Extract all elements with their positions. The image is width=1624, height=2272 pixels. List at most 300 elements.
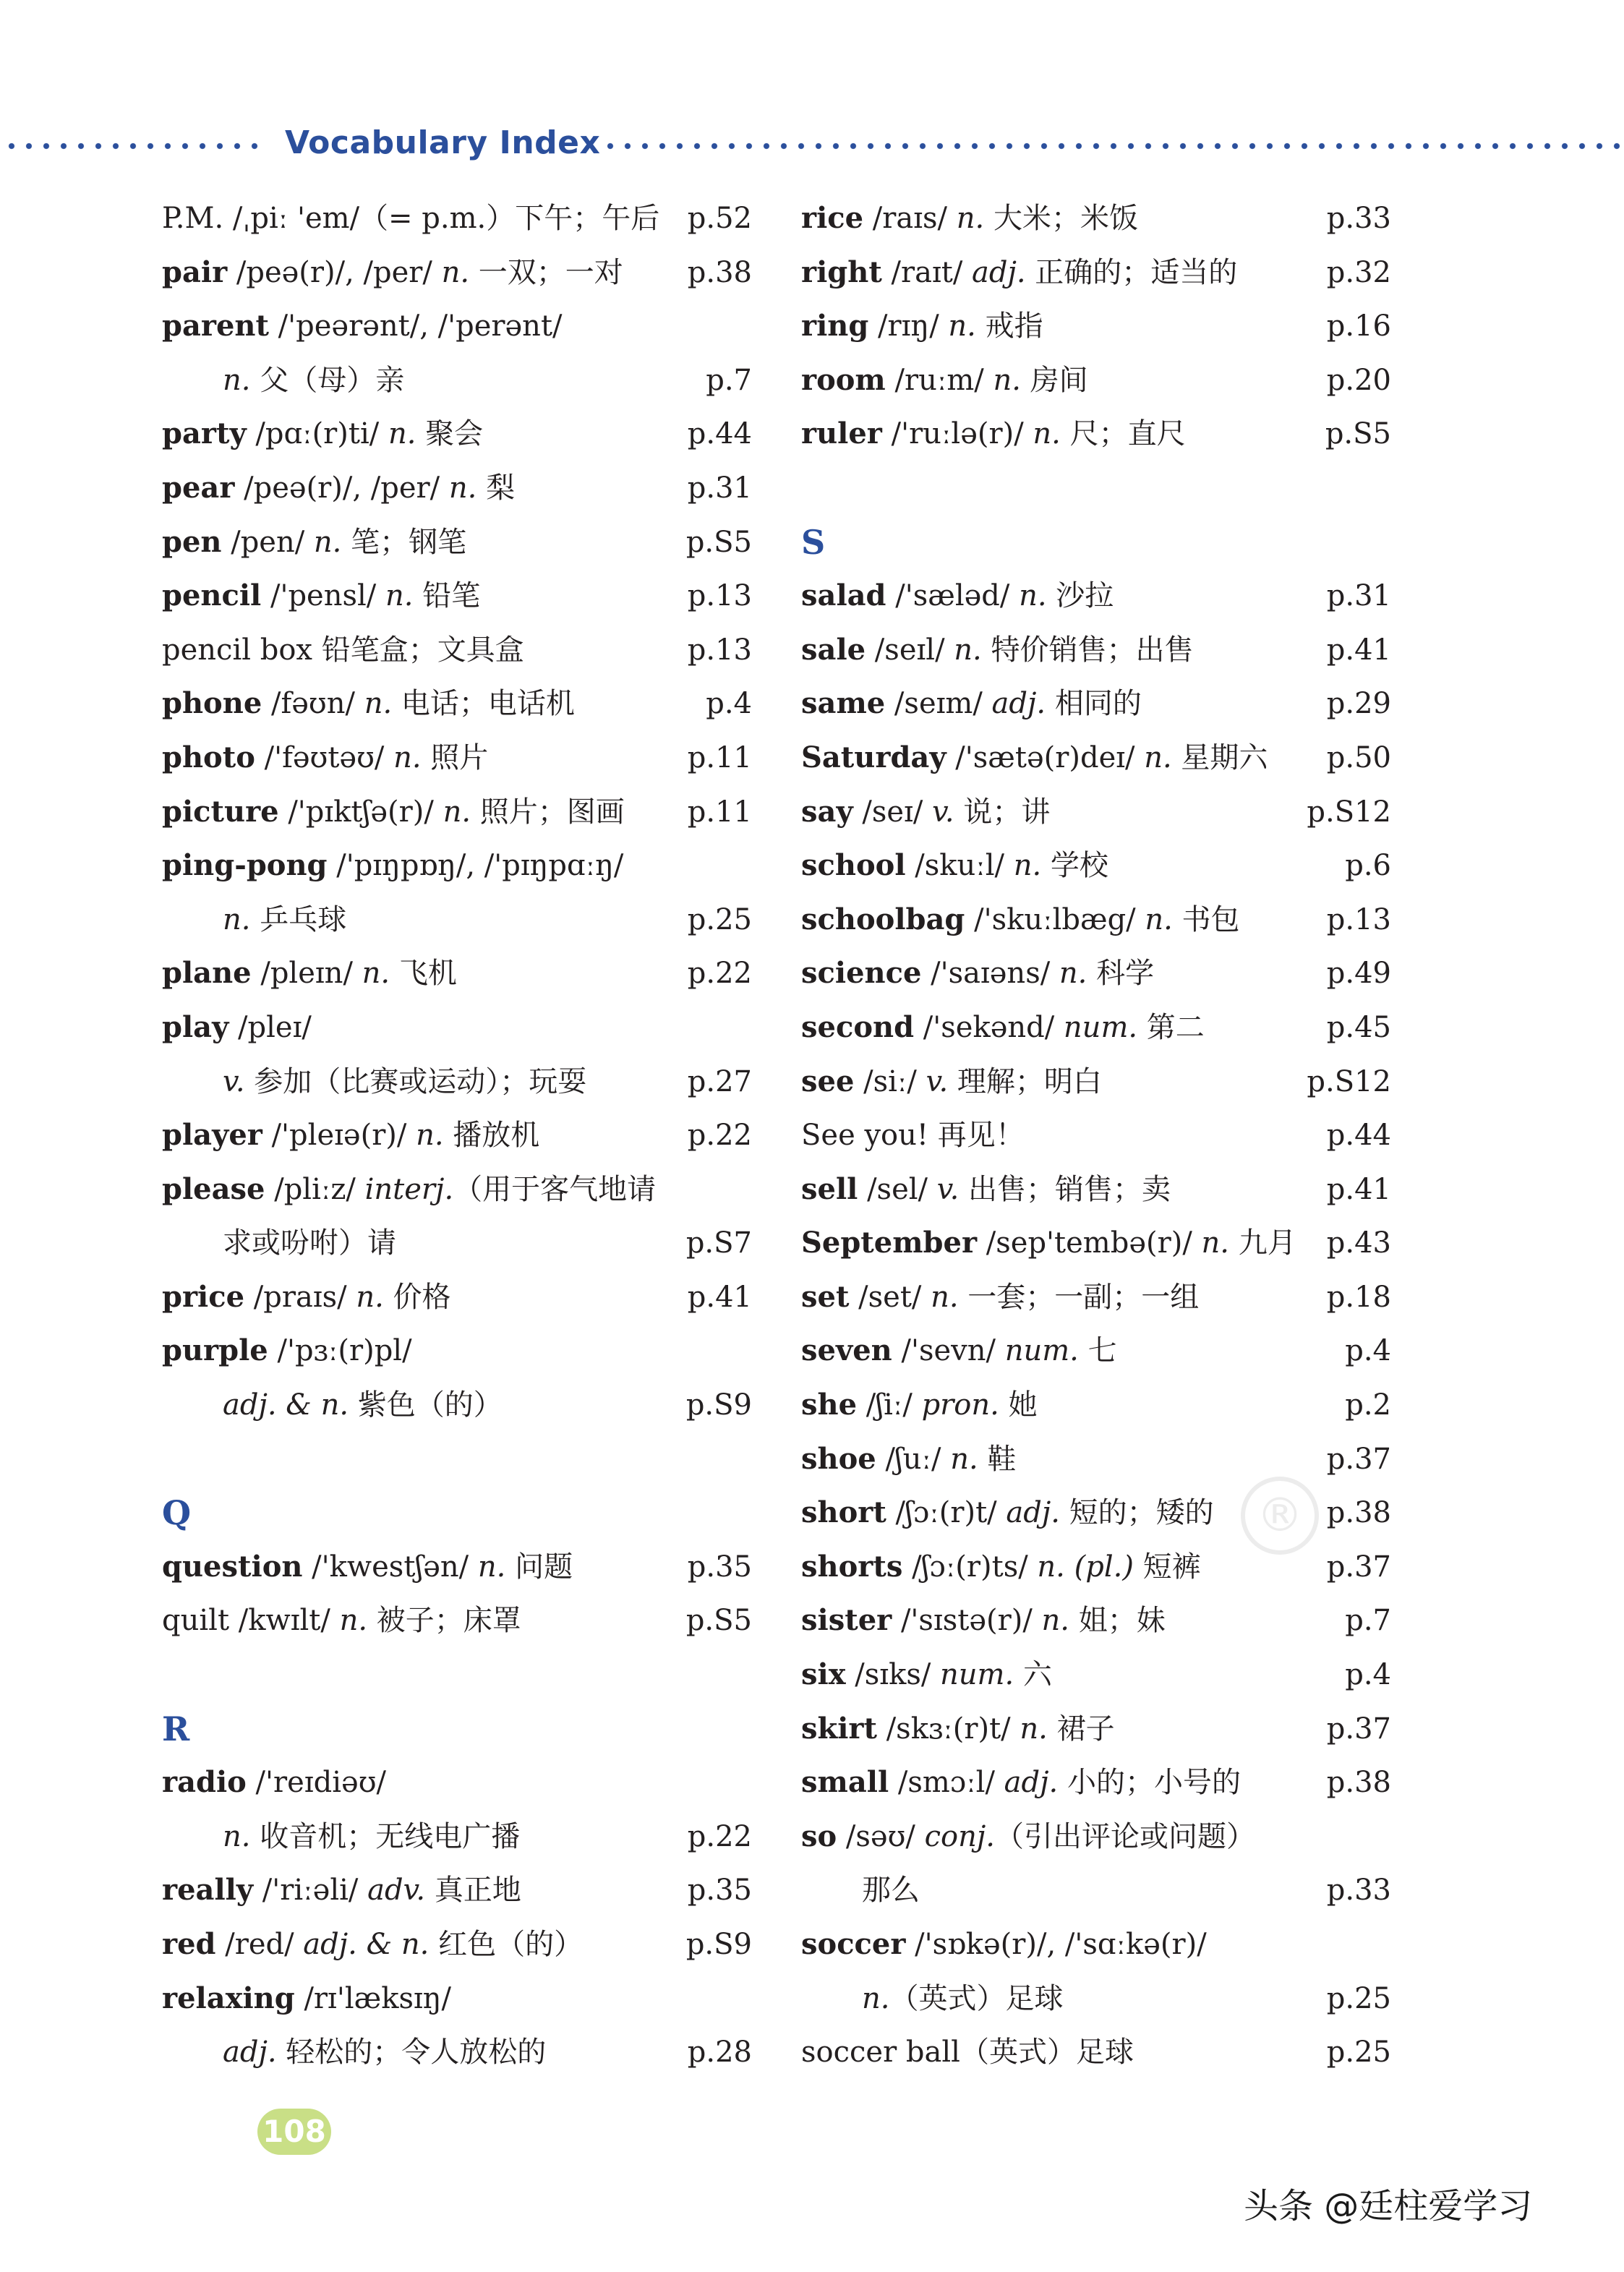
definition: 书包 [1172,902,1240,936]
entry-text [801,1918,1207,1972]
entry-text [162,569,480,623]
entry-continuation [162,1055,752,1109]
pronunciation: /'sæləd/ [886,579,1020,613]
definition: 飞机 [390,957,457,991]
pronunciation: /'sætə(r)deɪ/ [946,740,1145,774]
pronunciation: /pleɪn/ [251,957,362,991]
page-reference: p.S5 [1325,417,1391,451]
vocab-entry [801,1163,1391,1217]
part-of-speech: adj. [1004,1766,1059,1800]
page-reference: p.50 [1326,740,1391,774]
letter-heading: S [801,522,826,562]
entry-continuation [162,354,752,408]
headword: sale [801,632,866,667]
entry-text [801,299,1043,354]
headword: photo [162,740,255,774]
page-reference: p.S5 [685,1604,752,1638]
part-of-speech: n. [1145,902,1173,936]
definition: （用于客气地请 [453,1172,657,1206]
part-of-speech: adj. [972,255,1026,289]
pronunciation: /'saɪəns/ [921,957,1059,991]
part-of-speech: num. [1004,1334,1079,1368]
vocab-entry [801,1702,1391,1756]
definition: （英式）足球 [889,1981,1064,2015]
definition: 戒指 [975,309,1043,343]
page-reference: p.4 [706,687,752,721]
entry-text [801,407,1186,461]
pronunciation: /ruːm/ [885,363,993,397]
headword: plane [162,956,252,991]
headword: science [801,956,922,991]
pronunciation: /ʃiː/ [857,1388,922,1422]
part-of-speech: n. [1033,417,1061,451]
page-reference: p.44 [687,417,752,451]
entry-continuation [162,1378,752,1432]
entry-text [162,461,515,516]
part-of-speech: conj. [924,1819,995,1853]
pronunciation: /rɪŋ/ [868,309,949,343]
vocab-entry [801,677,1391,731]
pronunciation: /set/ [849,1280,931,1314]
entry-text [801,192,1138,246]
vocab-entry [162,299,752,354]
entry-text [162,1594,521,1648]
headword: P.M. [162,202,224,235]
page-reference: p.41 [1326,1172,1391,1206]
entry-text [162,1756,386,1810]
pronunciation: （英式）足球 [960,2036,1134,2070]
pronunciation: /'riːəli/ [253,1874,368,1908]
page-reference: p.38 [1326,1496,1391,1530]
pronunciation: /smɔːl/ [889,1766,1004,1800]
page-reference: p.43 [1326,1226,1391,1260]
entry-text [223,1055,586,1109]
pronunciation: /'skuːlbæg/ [965,902,1145,936]
entry-text [801,1163,1171,1217]
vocab-entry [801,893,1391,947]
page-reference: p.S9 [685,1928,752,1961]
part-of-speech: pron. [921,1388,999,1422]
definition: 沙拉 [1046,579,1114,613]
definition: 参加（比赛或运动）；玩耍 [244,1064,587,1098]
vocab-entry [162,1109,752,1163]
page-reference: p.20 [1326,363,1391,397]
headword: see [801,1064,855,1098]
definition: 相同的 [1046,687,1142,721]
part-of-speech: adj. [223,2036,277,2070]
page-reference: p.29 [1326,687,1391,721]
vocab-entry [801,947,1391,1001]
entry-text [162,1863,521,1918]
definition: 九月 [1229,1226,1296,1260]
headword: school [801,848,906,883]
entry-text [223,354,404,408]
page-reference: p.35 [687,1874,752,1908]
part-of-speech: n. [441,255,470,289]
definition: 鞋 [978,1442,1017,1476]
page-reference: p.2 [1345,1388,1391,1422]
entry-text [162,1918,583,1972]
entry-text [162,947,457,1001]
headword: shorts [801,1549,903,1584]
registered-mark: ® [1241,1477,1319,1555]
entry-text [162,192,659,246]
page-reference: p.41 [1326,633,1391,667]
entry-text [801,1810,1255,1864]
entry-text [162,785,625,840]
entry-text [801,839,1108,893]
letter-heading-row [801,516,1391,570]
headword: shoe [801,1441,876,1476]
definition: 求或吩咐）请 [223,1226,396,1260]
part-of-speech: n. [931,1280,959,1314]
page-reference: p.25 [1326,2036,1391,2070]
headword: Saturday [801,740,946,774]
page-reference: p.35 [687,1550,752,1584]
spacer-row [801,461,1391,516]
page-reference: p.S12 [1307,1064,1391,1098]
vocab-entry [801,1594,1391,1648]
page-reference: p.44 [1326,1119,1391,1153]
headword: please [162,1171,265,1206]
pronunciation: /raɪt/ [881,255,973,289]
entry-text [801,1648,1052,1702]
definition: 收音机；无线电广播 [250,1819,521,1853]
pronunciation: /'fəʊtəʊ/ [255,740,394,774]
page-reference: p.28 [687,2036,752,2070]
part-of-speech: v. [932,795,954,829]
vocab-entry [801,839,1391,893]
definition: 父（母）亲 [250,363,405,397]
part-of-speech: n. [416,1119,444,1153]
definition: 短的；矮的 [1059,1496,1214,1530]
part-of-speech: n. [950,1442,978,1476]
headword: soccer ball [801,2036,960,2070]
part-of-speech: adj. & n. [303,1928,429,1961]
headword: ring [801,309,869,343]
part-of-speech: interj. [364,1172,454,1206]
vocab-entry [801,1216,1391,1270]
page-reference: p.7 [1345,1604,1391,1638]
vocab-entry [162,623,752,678]
part-of-speech: n. [223,1819,251,1853]
entry-text [801,569,1114,623]
headword: really [162,1873,254,1908]
vocab-entry [162,461,752,516]
headword: picture [162,794,279,829]
part-of-speech: n. [339,1604,368,1638]
headword: small [801,1765,889,1800]
headword: skirt [801,1711,877,1746]
definition: 问题 [505,1550,573,1584]
entry-text [162,839,623,893]
page-reference: p.33 [1326,1874,1391,1908]
vocab-entry [162,516,752,570]
page-reference: p.18 [1326,1280,1391,1314]
pronunciation: /'pleɪə(r)/ [262,1119,416,1153]
page-reference: p.11 [687,740,752,774]
page-reference: p.25 [687,902,752,936]
pronunciation: /fəʊn/ [262,687,364,721]
pronunciation: /ʃɔː(r)t/ [886,1496,1007,1530]
headword: pair [162,255,228,289]
part-of-speech: n. [223,902,251,936]
pronunciation: /'pɪktʃə(r)/ [278,795,443,829]
page-reference: p.16 [1326,309,1391,343]
headword: See you! [801,1119,928,1153]
vocab-entry [801,1810,1391,1864]
entry-continuation [801,1863,1391,1918]
definition: 裙子 [1047,1712,1115,1746]
left-column [162,192,752,2080]
headword: sell [801,1171,858,1206]
vocab-entry [162,1918,752,1972]
page-reference: p.25 [1326,1981,1391,2015]
vocab-entry [162,1540,752,1594]
page-reference: p.52 [687,202,752,235]
page-reference: p.37 [1326,1442,1391,1476]
definition: 价格 [383,1280,451,1314]
entry-text [162,407,483,461]
definition: 播放机 [443,1119,540,1153]
pronunciation: /'pensl/ [261,579,385,613]
page-reference: p.27 [687,1064,752,1098]
entry-text [162,1001,312,1055]
entry-text [223,1378,503,1432]
definition: 那么 [862,1874,920,1908]
pronunciation: /ʃɔː(r)ts/ [902,1550,1038,1584]
entry-text [162,516,466,570]
headword: red [162,1927,216,1961]
page-reference: p.37 [1326,1712,1391,1746]
definition: 姐；妹 [1069,1604,1166,1638]
page-reference: p.13 [687,579,752,613]
page-reference: p.S12 [1307,795,1391,829]
vocab-entry [801,299,1391,354]
watermark: 头条 @廷柱爱学习 [1244,2186,1533,2226]
headword: ping-pong [162,848,328,883]
part-of-speech: n. [1019,579,1047,613]
entry-text [801,1486,1214,1540]
entry-text [801,731,1268,785]
headword: right [801,255,882,289]
definition: 星期六 [1171,740,1268,774]
entry-text [801,1270,1199,1325]
pronunciation: /sep'tembə(r)/ [977,1226,1202,1260]
vocab-entry [801,1378,1391,1432]
pronunciation: /peə(r)/, /per/ [234,471,449,505]
definition: 真正地 [425,1874,521,1908]
page-reference: p.37 [1326,1550,1391,1584]
part-of-speech: v. [223,1064,245,1098]
entry-text [801,1109,1025,1163]
dotted-rule-left [3,142,268,150]
pronunciation: /'reɪdiəʊ/ [246,1766,386,1800]
headword: second [801,1009,915,1044]
vocab-entry [801,1055,1391,1109]
headword: short [801,1495,886,1530]
headword: set [801,1279,850,1314]
definition: 红色（的） [429,1928,584,1961]
pronunciation: /'sɪstə(r)/ [892,1604,1042,1638]
entry-text [162,1163,656,1217]
vocab-entry [801,1324,1391,1378]
headword: rice [801,201,864,235]
page-reference: p.49 [1326,957,1391,991]
vocab-entry [801,1109,1391,1163]
vocab-entry [162,677,752,731]
page-reference: p.S7 [685,1226,752,1260]
headword: sister [801,1603,892,1638]
part-of-speech: n. [448,471,477,505]
vocab-entry [162,1972,752,2026]
page-reference: p.41 [687,1280,752,1314]
page-reference: p.22 [687,957,752,991]
entry-text [162,623,524,678]
definition: 正确的；适当的 [1025,255,1238,289]
entry-text [162,731,488,785]
page-reference: p.7 [706,363,752,397]
part-of-speech: n. [1013,849,1042,883]
definition: 科学 [1087,957,1155,991]
vocab-entry [162,1756,752,1810]
vocab-entry [801,1001,1391,1055]
entry-text [162,299,563,354]
page-reference: p.22 [687,1119,752,1153]
pronunciation: /rɪ'læksɪŋ/ [294,1981,452,2015]
vocab-entry [162,1163,752,1217]
pronunciation: /skɜː(r)t/ [876,1712,1020,1746]
pronunciation: /'kwestʃən/ [302,1550,478,1584]
pronunciation: /pen/ [221,525,314,559]
pronunciation: /'pɜː(r)pl/ [268,1334,412,1368]
vocab-entry [162,731,752,785]
vocab-entry [162,1324,752,1378]
definition: 照片 [421,740,489,774]
definition: 说；讲 [954,795,1051,829]
page-reference: p.45 [1326,1010,1391,1044]
headword: so [801,1819,837,1853]
vocab-entry [801,407,1391,461]
headword: ruler [801,417,882,451]
page-header [0,120,1624,171]
definition: 乒乓球 [250,902,347,936]
definition: 铅笔 [413,579,481,613]
pronunciation: /ˌpiː 'em/（= p.m.）下午；午后 [223,202,660,235]
entry-continuation [162,893,752,947]
section-title: Vocabulary Index [285,124,601,161]
pronunciation: /'ruːlə(r)/ [881,417,1033,451]
pronunciation: /raɪs/ [863,202,957,235]
entry-text [801,1055,1102,1109]
entry-text [801,893,1240,947]
entry-continuation [162,1810,752,1864]
headword: price [162,1279,245,1314]
vocab-entry [801,354,1391,408]
pronunciation: /'sevn/ [892,1334,1005,1368]
headword: pencil box [162,633,312,667]
headword: relaxing [162,1981,295,2015]
entry-text [801,1432,1016,1487]
headword: six [801,1657,846,1692]
part-of-speech: v. [936,1172,960,1206]
page-reference: p.31 [1326,579,1391,613]
vocab-entry [801,731,1391,785]
page-reference: p.S9 [685,1388,752,1422]
page-reference: p.33 [1326,202,1391,235]
definition: 七 [1078,1334,1117,1368]
entry-text [801,623,1193,678]
pronunciation: /siː/ [854,1064,926,1098]
part-of-speech: adj. & n. [223,1388,349,1422]
entry-text [801,1216,1296,1270]
definition: 聚会 [416,417,484,451]
vocab-entry [162,839,752,893]
pronunciation: /ʃuː/ [876,1442,951,1476]
headword: same [801,686,886,721]
entry-text [862,1972,1063,2026]
page-reference: p.32 [1326,255,1391,289]
vocab-entry [162,947,752,1001]
dotted-rule-right [602,142,1623,150]
headword: salad [801,578,886,613]
vocab-entry [801,785,1391,840]
entry-text [801,354,1088,408]
vocab-entry [801,623,1391,678]
definition: 一套；一副；一组 [958,1280,1200,1314]
headword: player [162,1118,262,1153]
headword: she [801,1388,858,1422]
pronunciation: /red/ [215,1928,304,1961]
part-of-speech: adv. [367,1874,426,1908]
page-reference: p.6 [1345,849,1391,883]
entry-continuation [801,1972,1391,2026]
headword: radio [162,1765,247,1800]
vocab-entry [162,1001,752,1055]
page-reference: p.38 [687,255,752,289]
vocab-entry [801,192,1391,246]
headword: pencil [162,578,262,613]
pronunciation: /'sɒkə(r)/, /'sɑːkə(r)/ [905,1928,1207,1961]
entry-text [801,246,1237,300]
definition: 特价销售；出售 [981,633,1194,667]
vocab-entry [801,246,1391,300]
part-of-speech: n. [1144,740,1172,774]
part-of-speech: n. [393,740,422,774]
letter-heading: R [162,1709,190,1748]
vocab-entry [162,1270,752,1325]
pronunciation: 再见！ [928,1119,1025,1153]
entry-text [801,1378,1038,1432]
definition: 学校 [1041,849,1108,883]
part-of-speech: n. [1059,957,1087,991]
headword: September [801,1226,978,1260]
part-of-speech: n. [313,525,342,559]
definition: 照片；图画 [471,795,625,829]
definition: 尺；直尺 [1060,417,1186,451]
page-reference: p.13 [1326,902,1391,936]
entry-text [162,1109,539,1163]
definition: 第二 [1137,1010,1205,1044]
part-of-speech: v. [926,1064,949,1098]
entry-text [801,2025,1134,2080]
vocab-entry [801,1270,1391,1325]
vocab-entry [801,1756,1391,1810]
vocab-entry [801,1432,1391,1487]
definition: 被子；床罩 [367,1604,521,1638]
entry-text [801,1756,1241,1810]
headword: schoolbag [801,902,965,936]
